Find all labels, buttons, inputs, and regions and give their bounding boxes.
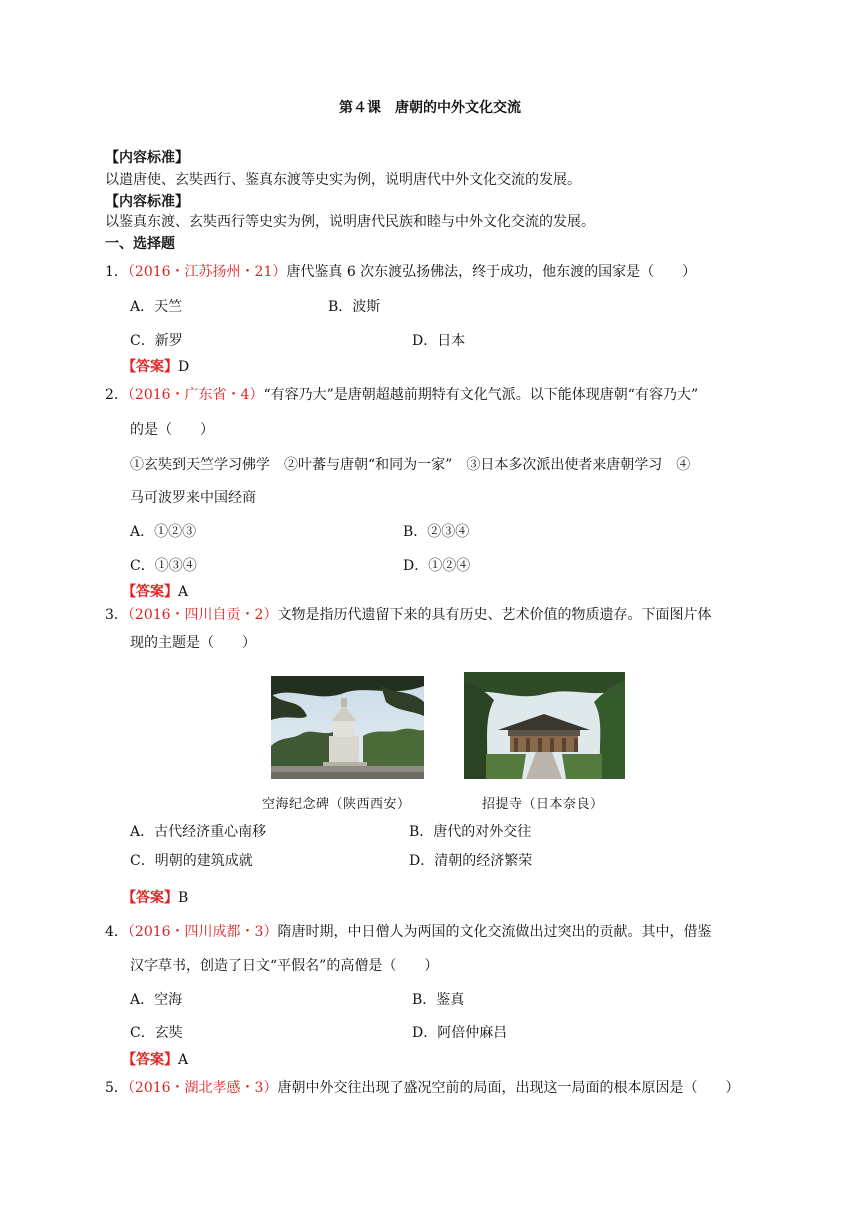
question-2-line-2: 的是（ ） (130, 422, 214, 438)
question-4-stem (105, 924, 711, 941)
question-3-line-2: 现的主题是（ ） (130, 635, 256, 651)
question-2-line-4: 马可波罗来中国经商 (130, 490, 256, 506)
question-source: （2016・湖北孝感・3） (127, 1080, 278, 1096)
question-text: 文物是指历代遗留下来的具有历史、艺术价值的物质遗存。下面图片体 (277, 607, 712, 623)
option-b: B．波斯 (328, 299, 381, 315)
answer-label: 【答案】 (122, 584, 178, 600)
question-text: 唐代鉴真 6 次东渡弘扬佛法，终于成功，他东渡的国家是（ ） (286, 264, 697, 280)
option-d: D．阿倍仲麻吕 (412, 1025, 508, 1041)
option-b: B．唐代的对外交往 (409, 824, 532, 840)
question-2-stem (105, 387, 698, 404)
page-title: 第４课 唐朝的中外文化交流 (339, 100, 521, 116)
option-a: A．空海 (130, 992, 183, 1008)
option-b: B．②③④ (403, 524, 470, 540)
question-source: （2016・四川自贡・2） (127, 607, 278, 623)
option-c: C．①③④ (130, 558, 197, 574)
answer-label: 【答案】 (122, 359, 178, 375)
question-text: “有容乃大”是唐朝超越前期特有文化气派。以下能体现唐朝“有容乃大” (263, 387, 699, 403)
section-heading: 一、选择题 (105, 236, 175, 252)
question-text: 隋唐时期，中日僧人为两国的文化交流做出过突出的贡献。其中，借鉴 (277, 924, 712, 940)
question-source: （2016・四川成都・3） (127, 924, 278, 940)
answer-label: 【答案】 (122, 1052, 178, 1068)
question-source: （2016・江苏扬州・21） (127, 264, 287, 280)
answer-label: 【答案】 (122, 890, 178, 906)
answer-value: D (178, 359, 190, 375)
question-3-stem (105, 607, 711, 624)
option-a: A．古代经济重心南移 (130, 824, 267, 840)
option-d: D．日本 (412, 333, 466, 349)
question-number: 5． (105, 1080, 128, 1096)
question-number: 3． (105, 607, 128, 623)
answer (122, 1052, 188, 1069)
question-2-line-3: ①玄奘到天竺学习佛学 ②叶蕃与唐朝“和同为一家” ③日本多次派出使者来唐朝学习 ④ (130, 457, 691, 473)
question-text: 唐朝中外交往出现了盛况空前的局面，出现这一局面的根本原因是（ ） (277, 1080, 740, 1096)
question-number: 4． (105, 924, 128, 940)
answer (122, 584, 188, 601)
option-b: B．鉴真 (412, 992, 465, 1008)
memorial-stele-photo (271, 676, 424, 779)
question-source: （2016・广东省・4） (127, 387, 264, 403)
question-4-line-2: 汉字草书，创造了日文“平假名”的高僧是（ ） (130, 958, 439, 974)
question-1-stem (105, 264, 696, 281)
temple-photo (464, 672, 625, 779)
option-d: D．清朝的经济繁荣 (409, 853, 533, 869)
question-number: 2． (105, 387, 128, 403)
answer (122, 359, 189, 376)
answer-value: B (178, 890, 189, 906)
standard-heading-2: 【内容标准】 (105, 194, 189, 210)
standard-text-2: 以鉴真东渡、玄奘西行等史实为例，说明唐代民族和睦与中外文化交流的发展。 (105, 214, 595, 230)
standard-text-1: 以遣唐使、玄奘西行、鉴真东渡等史实为例，说明唐代中外文化交流的发展。 (105, 172, 581, 188)
standard-heading-1: 【内容标准】 (105, 150, 189, 166)
option-c: C．明朝的建筑成就 (130, 853, 253, 869)
photo-caption-1: 空海纪念碑（陕西西安） (262, 797, 411, 812)
question-5-stem (105, 1080, 739, 1097)
answer-value: A (178, 1052, 189, 1068)
answer (122, 890, 188, 907)
option-a: A．①②③ (130, 524, 197, 540)
option-a: A．天竺 (130, 299, 183, 315)
option-d: D．①②④ (403, 558, 471, 574)
option-c: C．玄奘 (130, 1025, 183, 1041)
answer-value: A (178, 584, 189, 600)
option-c: C．新罗 (130, 333, 183, 349)
photo-caption-2: 招提寺（日本奈良） (482, 797, 604, 812)
question-number: 1． (105, 264, 128, 280)
